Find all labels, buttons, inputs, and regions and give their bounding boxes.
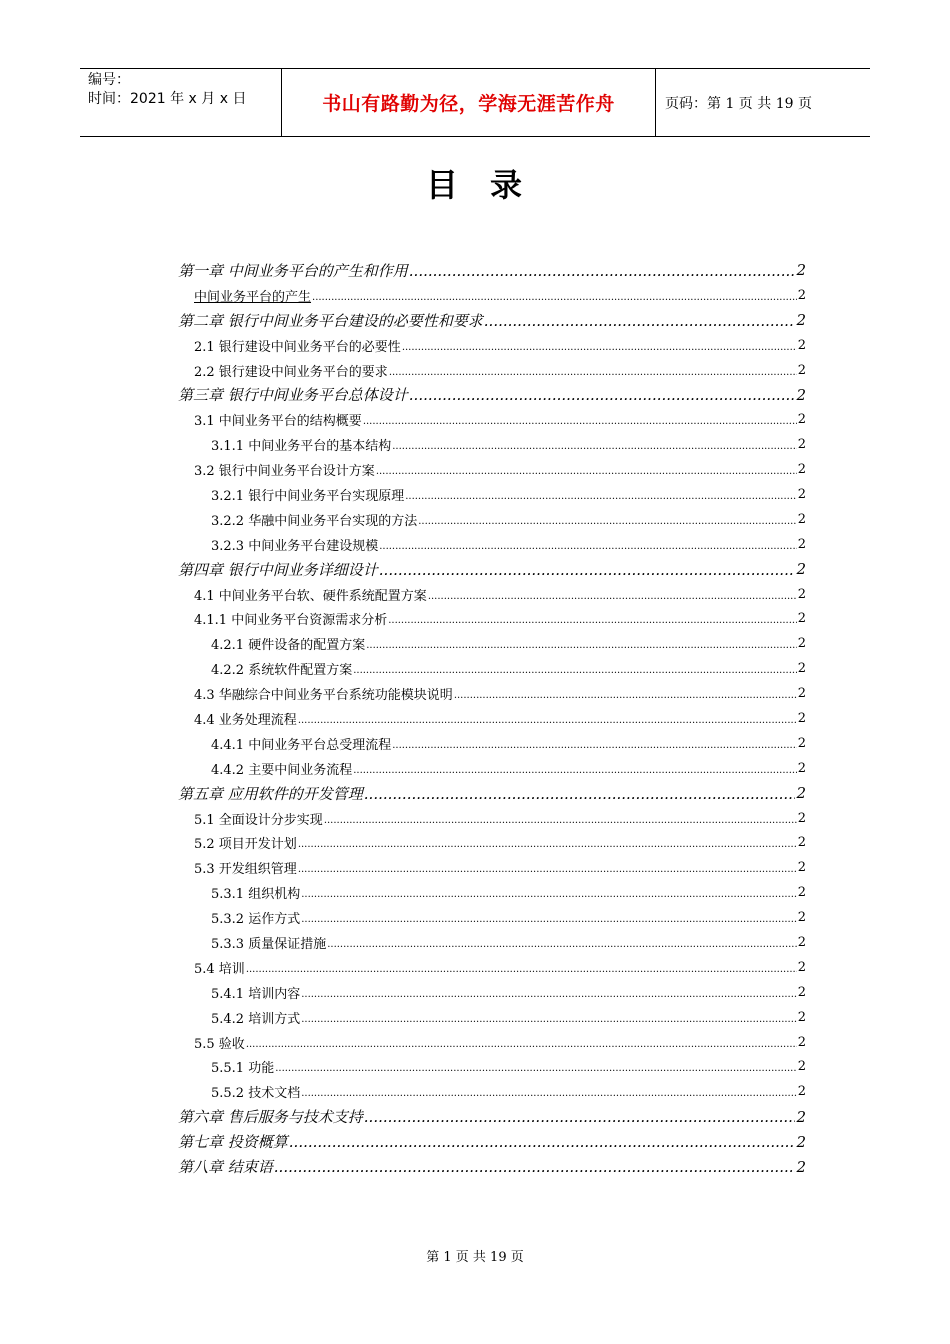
toc-entry-title: 3.1 中间业务平台的结构概要	[194, 414, 362, 430]
header-meta-cell	[80, 69, 282, 136]
header-table	[80, 68, 870, 137]
toc-leader-dots	[312, 289, 797, 302]
toc-entry-title: 3.2.3 中间业务平台建设规模	[211, 538, 379, 554]
table-of-contents	[178, 258, 806, 1179]
toc-entry-page: 2	[797, 287, 806, 303]
toc-leader-dots	[376, 463, 797, 476]
toc-leader-dots	[405, 488, 797, 501]
toc-entry-title: 第一章 中间业务平台的产生和作用	[178, 261, 408, 280]
toc-entry-title: 3.2.2 华融中间业务平台实现的方法	[211, 513, 418, 529]
toc-entry-title: 第五章 应用软件的开发管理	[178, 784, 363, 803]
toc-entry-title: 3.2 银行中间业务平台设计方案	[194, 464, 375, 480]
page-title	[0, 160, 950, 206]
toc-entry-page: 2	[797, 835, 806, 851]
time-label: 时间：2021 年 x 月 x 日	[88, 91, 247, 107]
toc-entry-title: 第二章 银行中间业务平台建设的必要性和要求	[178, 311, 483, 330]
toc-leader-dots	[428, 588, 797, 601]
toc-leader-dots	[392, 737, 797, 750]
toc-entry-title: 4.3 华融综合中间业务平台系统功能模块说明	[194, 688, 453, 704]
toc-entry[interactable]	[178, 1055, 806, 1080]
toc-entry-title: 第四章 银行中间业务详细设计	[178, 560, 378, 579]
toc-entry[interactable]	[178, 582, 806, 607]
toc-leader-dots	[298, 712, 797, 725]
toc-entry-page: 2	[797, 1059, 806, 1075]
toc-entry[interactable]	[178, 1129, 806, 1154]
toc-leader-dots	[246, 1036, 797, 1049]
toc-leader-dots	[379, 562, 796, 577]
toc-entry-page: 2	[797, 984, 806, 1000]
toc-leader-dots	[409, 387, 796, 402]
toc-entry-title: 3.2.1 银行中间业务平台实现原理	[211, 488, 405, 504]
toc-entry-title: 4.4.2 主要中间业务流程	[211, 762, 353, 778]
toc-entry[interactable]	[178, 756, 806, 781]
toc-entry-page: 2	[797, 611, 806, 627]
toc-entry[interactable]	[178, 407, 806, 432]
toc-leader-dots	[275, 1060, 797, 1073]
toc-entry-page: 2	[797, 760, 806, 776]
toc-entry[interactable]	[178, 905, 806, 930]
toc-leader-dots	[389, 364, 797, 377]
toc-entry[interactable]	[178, 358, 806, 383]
toc-leader-dots	[379, 538, 797, 551]
toc-entry[interactable]	[178, 532, 806, 557]
toc-leader-dots	[274, 1159, 796, 1174]
toc-entry-title: 4.4 业务处理流程	[194, 712, 297, 728]
toc-leader-dots	[484, 313, 796, 328]
toc-entry[interactable]	[178, 656, 806, 681]
toc-entry-page: 2	[796, 560, 806, 579]
toc-entry-page: 2	[796, 1107, 806, 1126]
toc-entry-page: 2	[797, 412, 806, 428]
toc-leader-dots	[301, 1011, 797, 1024]
toc-entry-page: 2	[797, 536, 806, 552]
toc-entry-title: 5.5.2 技术文档	[211, 1086, 301, 1102]
toc-entry-title: 3.1.1 中间业务平台的基本结构	[211, 439, 392, 455]
toc-entry[interactable]	[178, 980, 806, 1005]
toc-entry-page: 2	[796, 261, 806, 280]
toc-leader-dots	[327, 936, 797, 949]
toc-entry[interactable]	[178, 1030, 806, 1055]
page-info: 页码：第 1 页 共 19 页	[665, 95, 812, 112]
page-title-left: 目	[425, 166, 460, 204]
motto: 书山有路勤为径，学海无涯苦作舟	[282, 69, 656, 136]
toc-entry-title: 5.3.3 质量保证措施	[211, 936, 327, 952]
toc-entry-title: 5.4 培训	[194, 961, 245, 977]
toc-entry-page: 2	[797, 959, 806, 975]
toc-entry-title: 5.4.1 培训内容	[211, 986, 301, 1002]
toc-entry-page: 2	[797, 710, 806, 726]
toc-entry[interactable]	[178, 432, 806, 457]
toc-entry-title: 4.1 中间业务平台软、硬件系统配置方案	[194, 588, 427, 604]
toc-entry[interactable]	[178, 382, 806, 407]
toc-entry-page: 2	[797, 586, 806, 602]
toc-entry[interactable]	[178, 706, 806, 731]
toc-leader-dots	[409, 263, 796, 278]
toc-entry[interactable]	[178, 557, 806, 582]
toc-entry[interactable]	[178, 731, 806, 756]
toc-entry-page: 2	[797, 735, 806, 751]
toc-entry-page: 2	[796, 784, 806, 803]
toc-entry-title: 5.1 全面设计分步实现	[194, 812, 323, 828]
toc-entry-page: 2	[796, 385, 806, 404]
toc-entry-page: 2	[797, 1009, 806, 1025]
toc-entry-page: 2	[797, 934, 806, 950]
toc-entry-page: 2	[797, 437, 806, 453]
toc-entry[interactable]	[178, 457, 806, 482]
toc-entry-page: 2	[797, 910, 806, 926]
toc-entry[interactable]	[178, 955, 806, 980]
toc-leader-dots	[388, 612, 797, 625]
toc-entry[interactable]	[178, 283, 806, 308]
toc-entry-page: 2	[797, 636, 806, 652]
toc-entry-page: 2	[797, 860, 806, 876]
toc-entry-title: 5.3.2 运作方式	[211, 912, 301, 928]
toc-leader-dots	[289, 1134, 796, 1149]
toc-leader-dots	[301, 911, 797, 924]
toc-entry[interactable]	[178, 806, 806, 831]
toc-leader-dots	[364, 786, 796, 801]
toc-entry-page: 2	[797, 1084, 806, 1100]
toc-entry-page: 2	[797, 362, 806, 378]
toc-entry[interactable]	[178, 258, 806, 283]
toc-entry-page: 2	[797, 686, 806, 702]
toc-entry-title: 5.3.1 组织机构	[211, 887, 301, 903]
toc-entry[interactable]	[178, 1104, 806, 1129]
toc-entry[interactable]	[178, 631, 806, 656]
toc-entry[interactable]	[178, 333, 806, 358]
toc-entry[interactable]	[178, 1154, 806, 1179]
toc-entry[interactable]	[178, 930, 806, 955]
toc-entry-page: 2	[797, 511, 806, 527]
toc-entry-title: 5.5.1 功能	[211, 1061, 275, 1077]
toc-entry-page: 2	[796, 311, 806, 330]
toc-entry[interactable]	[178, 855, 806, 880]
toc-entry[interactable]	[178, 880, 806, 905]
toc-entry[interactable]	[178, 681, 806, 706]
number-label: 编号：	[88, 72, 130, 88]
toc-entry-title: 5.3 开发组织管理	[194, 862, 297, 878]
toc-leader-dots	[301, 986, 797, 999]
toc-leader-dots	[298, 836, 797, 849]
toc-leader-dots	[298, 861, 797, 874]
toc-entry[interactable]	[178, 308, 806, 333]
toc-leader-dots	[301, 886, 797, 899]
toc-leader-dots	[353, 662, 797, 675]
toc-entry-title: 第六章 售后服务与技术支持	[178, 1108, 363, 1127]
page-footer: 第 1 页 共 19 页	[426, 1250, 524, 1265]
toc-leader-dots	[418, 513, 797, 526]
toc-entry[interactable]	[178, 781, 806, 806]
toc-entry-page: 2	[797, 337, 806, 353]
toc-entry-title: 2.2 银行建设中间业务平台的要求	[194, 364, 388, 380]
toc-entry-title: 中间业务平台的产生	[194, 289, 312, 305]
toc-leader-dots	[366, 637, 797, 650]
toc-entry-page: 2	[797, 810, 806, 826]
toc-leader-dots	[301, 1085, 797, 1098]
toc-leader-dots	[402, 339, 797, 352]
toc-entry-title: 4.2.2 系统软件配置方案	[211, 663, 353, 679]
page-title-right: 录	[490, 166, 525, 204]
toc-entry-title: 第八章 结束语	[178, 1158, 273, 1176]
toc-entry-title: 4.2.1 硬件设备的配置方案	[211, 638, 366, 654]
toc-leader-dots	[324, 812, 797, 825]
toc-entry-page: 2	[797, 462, 806, 478]
toc-entry-title: 5.4.2 培训方式	[211, 1011, 301, 1027]
toc-leader-dots	[246, 961, 797, 974]
toc-entry-page: 2	[796, 1132, 806, 1151]
toc-entry-page: 2	[797, 1034, 806, 1050]
toc-entry-page: 2	[796, 1157, 806, 1176]
toc-entry-title: 5.5 验收	[194, 1036, 245, 1052]
toc-entry[interactable]	[178, 1005, 806, 1030]
toc-leader-dots	[392, 438, 797, 451]
toc-entry-title: 第三章 银行中间业务平台总体设计	[178, 386, 408, 405]
toc-entry-title: 第七章 投资概算	[178, 1133, 288, 1152]
toc-entry[interactable]	[178, 606, 806, 631]
toc-entry-title: 2.1 银行建设中间业务平台的必要性	[194, 339, 401, 355]
toc-entry-page: 2	[797, 885, 806, 901]
toc-entry-title: 5.2 项目开发计划	[194, 837, 297, 853]
toc-entry[interactable]	[178, 1079, 806, 1104]
toc-leader-dots	[363, 413, 797, 426]
toc-leader-dots	[364, 1109, 796, 1124]
toc-entry-title: 4.1.1 中间业务平台资源需求分析	[194, 613, 388, 629]
toc-entry[interactable]	[178, 482, 806, 507]
toc-entry[interactable]	[178, 507, 806, 532]
toc-leader-dots	[454, 687, 797, 700]
toc-entry-title: 4.4.1 中间业务平台总受理流程	[211, 737, 392, 753]
toc-entry[interactable]	[178, 830, 806, 855]
toc-leader-dots	[353, 762, 797, 775]
toc-entry-page: 2	[797, 486, 806, 502]
toc-entry-page: 2	[797, 661, 806, 677]
